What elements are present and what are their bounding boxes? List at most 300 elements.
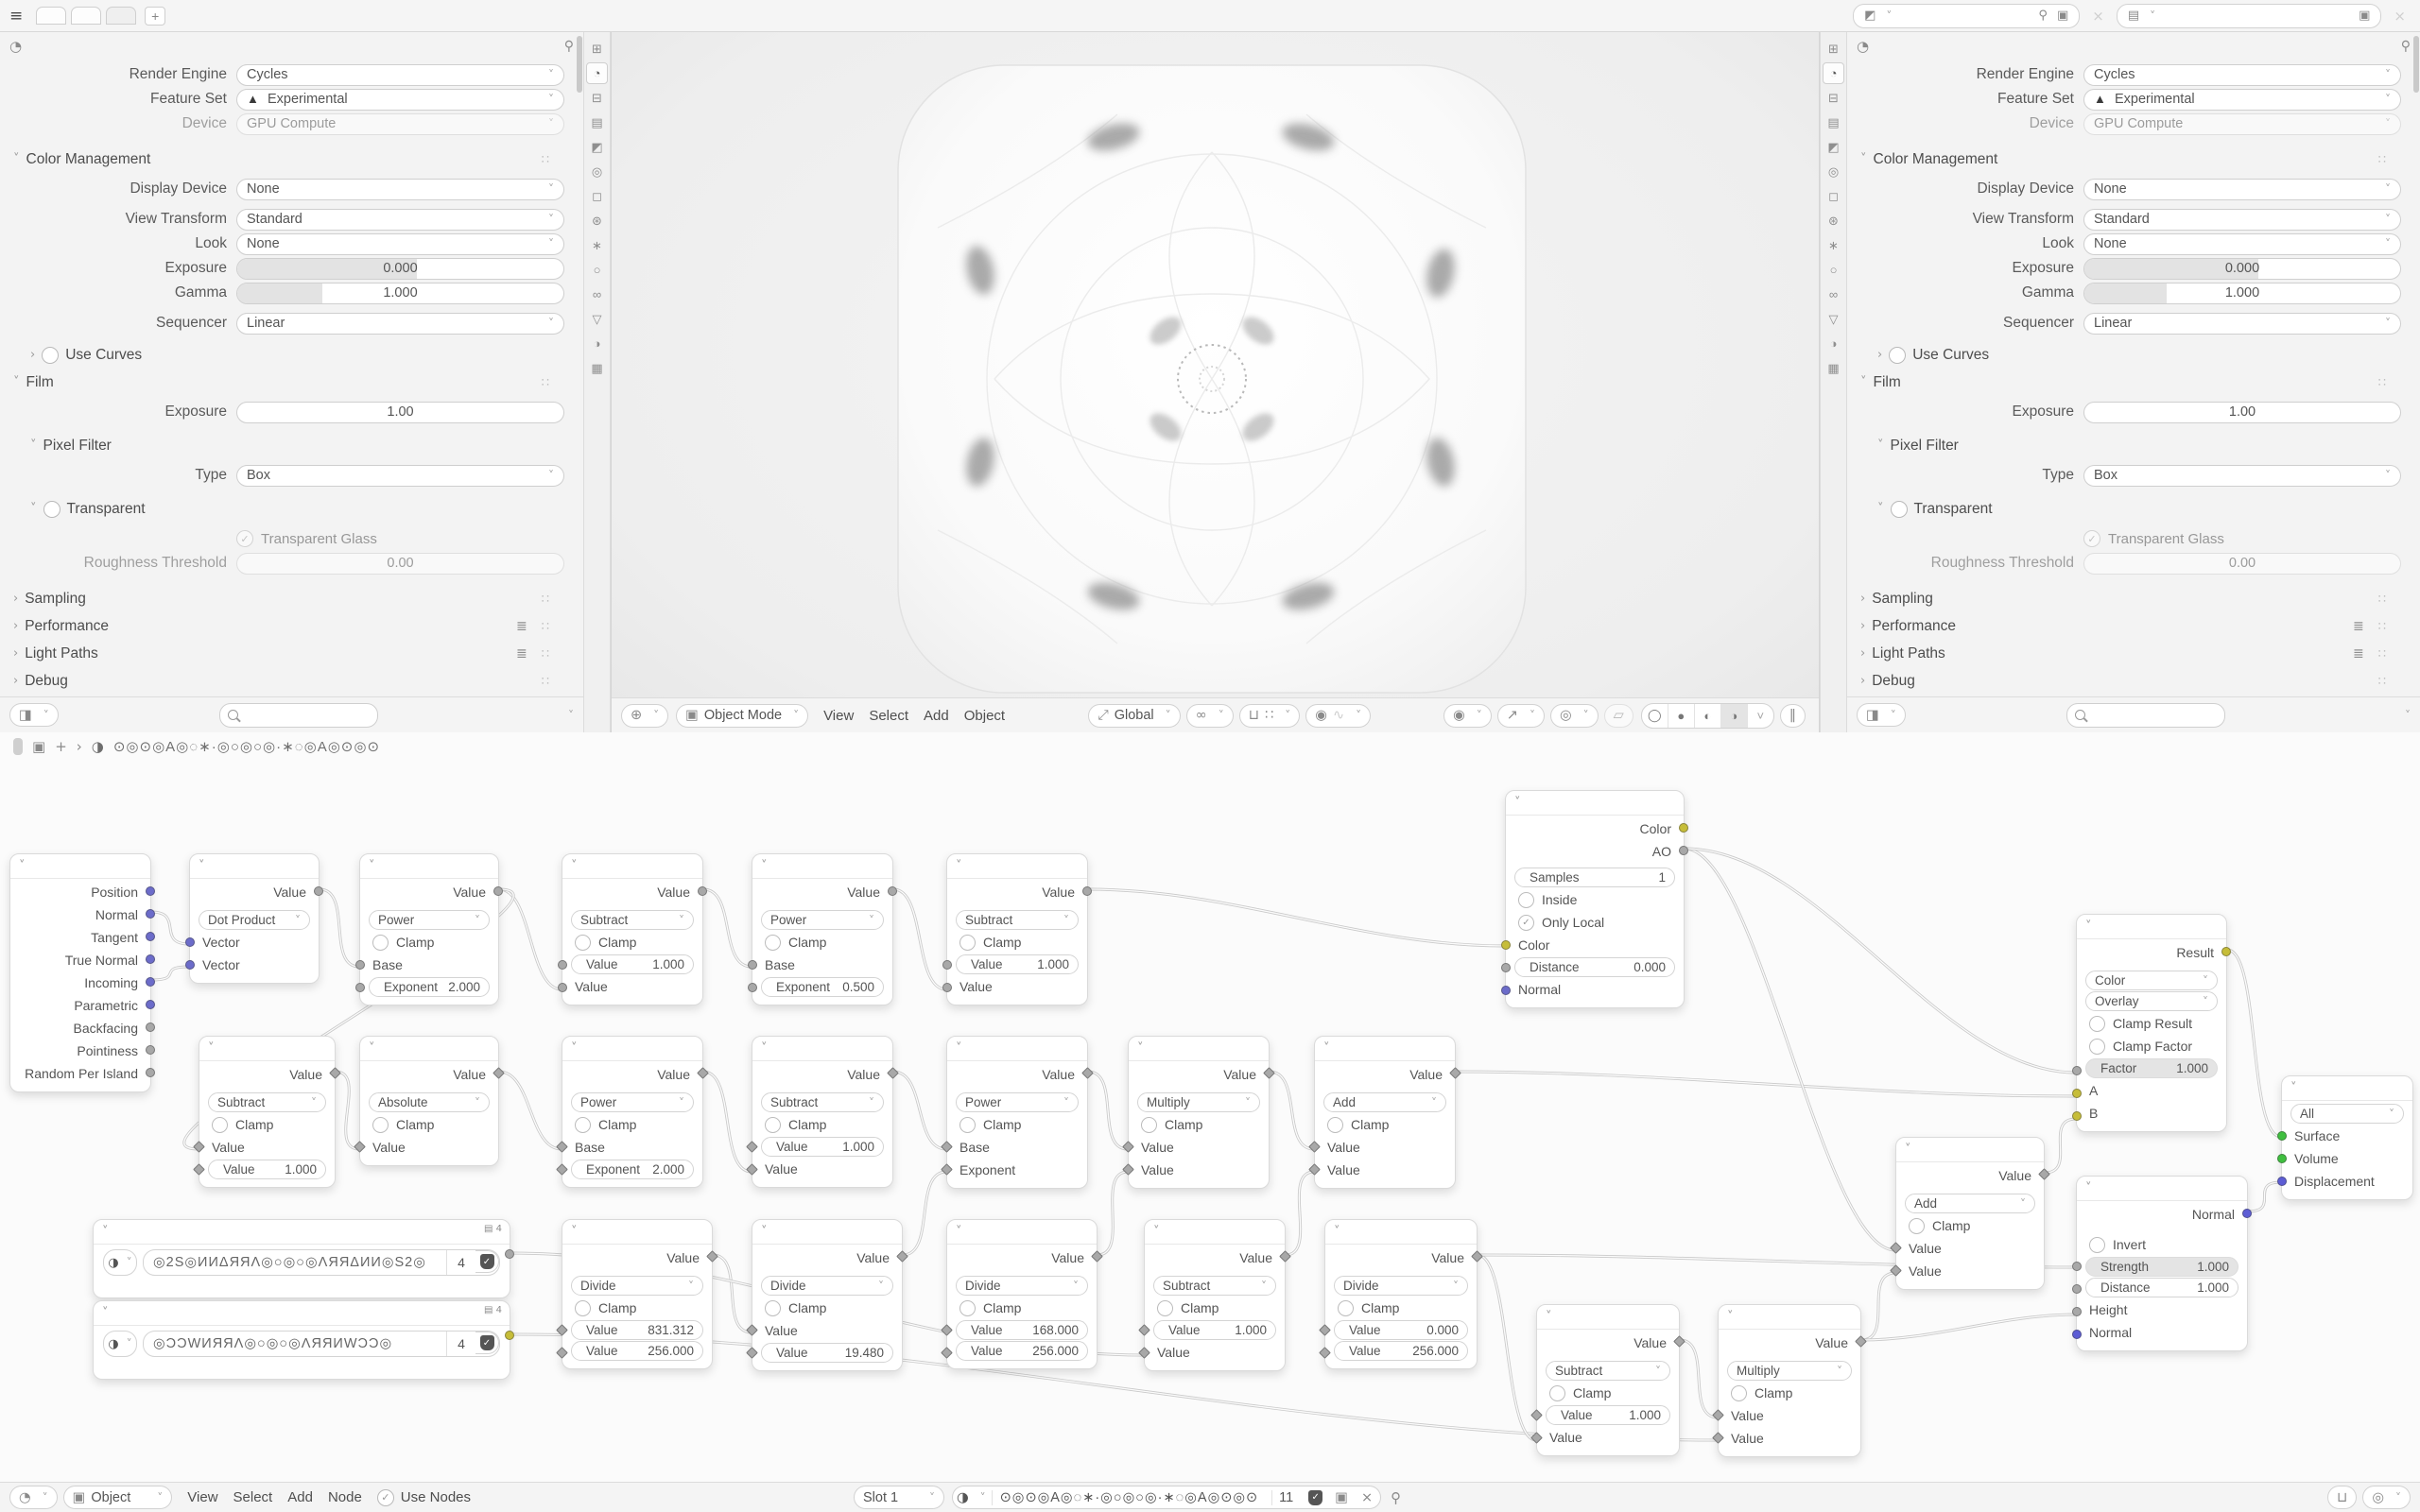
editor-type-button[interactable]: ◔ ˅ <box>9 1486 58 1509</box>
checkbox-row[interactable]: Clamp <box>562 931 702 954</box>
overlap-button[interactable]: ◎ ˅ <box>2362 1486 2411 1509</box>
shading-mode-0[interactable]: ◯ <box>1642 704 1668 728</box>
input-socket[interactable] <box>185 937 195 947</box>
section-light-paths[interactable]: › Light Paths ≣ ∷ <box>13 644 551 662</box>
input-socket[interactable] <box>185 960 195 970</box>
value-field[interactable]: Value 1.000 <box>1546 1405 1670 1425</box>
collapse-icon[interactable]: ˅ <box>956 859 962 873</box>
view-transform-select[interactable]: Standard ˅ <box>2083 209 2401 231</box>
collapse-icon[interactable]: ˅ <box>1137 1041 1144 1056</box>
view-layer-tab[interactable]: ▤ <box>591 114 603 129</box>
output-tab[interactable]: ⊟ <box>592 90 602 105</box>
collapse-icon[interactable]: ˅ <box>102 1306 109 1320</box>
node-math-multiply-1[interactable] <box>1128 1036 1270 1189</box>
section-color-management[interactable]: ˅ Color Management ∷ <box>1860 150 2388 167</box>
copy-icon[interactable]: ▣ <box>1335 1489 1348 1505</box>
subsection-pixel-filter[interactable]: ˅ Pixel Filter <box>30 437 112 454</box>
datablock-name-field[interactable]: ◎2S◎ИИΔЯЯΛ◎○◎○◎ΛЯЯΔИИ◎S2◎ <box>153 1255 426 1270</box>
operation-select[interactable]: Subtract ˅ <box>571 910 694 930</box>
operation-select[interactable]: Overlay ˅ <box>2085 991 2218 1011</box>
checkbox-row[interactable]: Clamp <box>1325 1297 1477 1319</box>
section-debug[interactable]: › Debug ∷ <box>1860 672 2388 689</box>
object-tab[interactable]: ◻ <box>592 188 602 203</box>
editor-type-button[interactable]: ⊕ ˅ <box>621 704 668 728</box>
checkbox-row[interactable]: Clamp <box>562 1297 712 1319</box>
datablock-icon[interactable]: ◑ ˅ <box>103 1249 137 1276</box>
output-socket[interactable] <box>146 932 155 941</box>
filter-toggle-button[interactable]: ◨ ˅ <box>9 703 59 727</box>
transparent-glass-checkbox[interactable]: ✓ <box>236 530 253 547</box>
input-socket[interactable] <box>2072 1307 2082 1316</box>
device-select[interactable]: GPU Compute ˅ <box>236 113 564 135</box>
checkbox-row[interactable]: Clamp <box>1145 1297 1285 1319</box>
checkbox-row[interactable]: Clamp Result <box>2077 1012 2226 1035</box>
operation-select[interactable]: Subtract ˅ <box>1546 1361 1670 1381</box>
datablock-icon[interactable]: ◑ ˅ <box>103 1331 137 1357</box>
pin-icon[interactable]: ⚲ <box>563 39 574 54</box>
input-socket[interactable] <box>558 960 567 970</box>
collapse-icon[interactable]: ˅ <box>571 859 578 873</box>
value-field[interactable]: Distance 0.000 <box>1514 957 1675 977</box>
input-socket[interactable] <box>1501 986 1511 995</box>
preset-list-icon[interactable]: ≣ <box>2352 618 2364 634</box>
tool-tab[interactable]: ⊞ <box>592 41 602 56</box>
operation-select[interactable]: Subtract ˅ <box>208 1092 326 1112</box>
output-socket[interactable] <box>1082 886 1092 896</box>
section-light-paths[interactable]: › Light Paths ≣ ∷ <box>1860 644 2388 662</box>
output-socket[interactable] <box>1679 823 1688 833</box>
gizmo-button[interactable]: ↗ ˅ <box>1497 704 1545 728</box>
value-field[interactable]: Value 19.480 <box>761 1343 893 1363</box>
particles-tab[interactable]: ∗ <box>592 237 602 252</box>
input-socket[interactable] <box>1501 963 1511 972</box>
checkbox-row[interactable]: Invert <box>2077 1233 2247 1256</box>
node-texture-node-1[interactable] <box>93 1219 510 1298</box>
modifiers-tab[interactable]: ⊛ <box>592 213 602 228</box>
node-math-subtract-5[interactable] <box>1144 1219 1286 1371</box>
value-field[interactable]: Distance 1.000 <box>2085 1278 2238 1297</box>
transparent-checkbox[interactable] <box>1891 501 1908 518</box>
operation-select[interactable]: Multiply ˅ <box>1137 1092 1260 1112</box>
node-math-subtract-2[interactable] <box>946 853 1088 1005</box>
pixel-filter-type-select[interactable]: Box ˅ <box>2083 465 2401 487</box>
operation-select[interactable]: Power ˅ <box>761 910 884 930</box>
input-socket[interactable] <box>748 983 757 992</box>
collapse-icon[interactable]: ˅ <box>761 1041 768 1056</box>
operation-select[interactable]: Power ˅ <box>571 1092 694 1112</box>
value-field[interactable]: Factor 1.000 <box>2085 1058 2218 1078</box>
material-tab[interactable]: ◑ <box>593 336 601 351</box>
menu-icon[interactable]: ≡ <box>9 6 24 26</box>
collapse-icon[interactable]: ˅ <box>571 1225 578 1239</box>
checkbox-row[interactable]: Clamp <box>562 1113 702 1136</box>
data-tab[interactable]: ▽ <box>1828 311 1839 326</box>
view-layer-tab[interactable]: ▤ <box>1827 114 1840 129</box>
node-math-add-1[interactable] <box>1314 1036 1456 1189</box>
workspace-tab[interactable] <box>36 7 66 25</box>
exposure-slider[interactable]: 0.000 <box>236 258 564 280</box>
output-socket[interactable] <box>2221 947 2231 956</box>
slot-select[interactable]: Slot 1 ˅ <box>854 1486 944 1509</box>
snap-button[interactable]: ⊔ <box>2327 1486 2357 1509</box>
collapse-icon[interactable]: ˅ <box>1153 1225 1160 1239</box>
filter-options-icon[interactable]: ˅ <box>2405 708 2411 722</box>
checkbox-row[interactable]: Clamp <box>1537 1382 1679 1404</box>
scene-name-field[interactable] <box>1892 5 2033 27</box>
section-color-management[interactable]: ˅ Color Management ∷ <box>13 150 551 167</box>
checkbox-row[interactable]: Clamp <box>1129 1113 1269 1136</box>
value-field[interactable]: Value 1.000 <box>571 954 694 974</box>
node-math-subtract-3[interactable] <box>199 1036 336 1188</box>
checkbox-row[interactable]: Clamp <box>199 1113 335 1136</box>
checkbox-row[interactable]: Clamp <box>752 931 892 954</box>
output-socket[interactable] <box>146 1000 155 1009</box>
input-socket[interactable] <box>2072 1089 2082 1098</box>
operation-select[interactable]: Add ˅ <box>1905 1194 2035 1213</box>
input-socket[interactable] <box>2072 1262 2082 1271</box>
operation-select[interactable]: Absolute ˅ <box>369 1092 490 1112</box>
constraints-tab[interactable]: ∞ <box>1828 287 1839 301</box>
node-math-power-2[interactable] <box>752 853 893 1005</box>
checkbox-row[interactable]: Clamp <box>752 1297 902 1319</box>
menu-object[interactable]: Object <box>963 707 1006 724</box>
value-field[interactable]: Value 256.000 <box>571 1341 703 1361</box>
input-socket[interactable] <box>1501 940 1511 950</box>
value-field[interactable]: Value 256.000 <box>1334 1341 1468 1361</box>
tool-tab[interactable]: ⊞ <box>1828 41 1839 56</box>
input-socket[interactable] <box>942 960 952 970</box>
input-socket[interactable] <box>2072 1111 2082 1121</box>
section-performance[interactable]: › Performance ≣ ∷ <box>1860 617 2388 634</box>
operation-select[interactable]: Color ˅ <box>2085 971 2218 990</box>
node-math-subtract-6[interactable] <box>1536 1304 1680 1456</box>
sequencer-select[interactable]: Linear ˅ <box>236 313 564 335</box>
subsection-use-curves[interactable]: › Use Curves <box>1877 346 1990 363</box>
collapse-icon[interactable]: ˅ <box>208 1041 215 1056</box>
proportional-edit-button[interactable]: ◉ ∿ ˅ <box>1305 704 1371 728</box>
input-socket[interactable] <box>558 983 567 992</box>
menu-add[interactable]: Add <box>924 707 949 724</box>
input-socket[interactable] <box>2072 1284 2082 1294</box>
input-socket[interactable] <box>355 960 365 970</box>
look-select[interactable]: None ˅ <box>2083 233 2401 255</box>
texture-tab[interactable]: ▦ <box>591 360 603 375</box>
scrollbar[interactable] <box>2413 36 2419 93</box>
subsection-transparent[interactable]: ˅ Transparent <box>30 500 146 517</box>
use-curves-checkbox[interactable] <box>42 347 59 364</box>
collapse-icon[interactable]: ˅ <box>1905 1143 1911 1157</box>
preset-list-icon[interactable]: ≣ <box>515 645 527 662</box>
search-input[interactable] <box>2066 703 2225 728</box>
value-field[interactable]: Value 256.000 <box>956 1341 1088 1361</box>
output-socket[interactable] <box>888 886 897 896</box>
collapse-icon[interactable]: ˅ <box>1334 1225 1340 1239</box>
use-curves-checkbox[interactable] <box>1889 347 1906 364</box>
constraints-tab[interactable]: ∞ <box>592 287 602 301</box>
node-math-divide-1[interactable] <box>562 1219 713 1369</box>
operation-select[interactable]: Subtract ˅ <box>1153 1276 1276 1296</box>
unlink-icon[interactable]: × <box>1360 1489 1374 1505</box>
scene-tab[interactable]: ◩ <box>591 139 603 154</box>
node-math-power-3[interactable] <box>562 1036 703 1188</box>
checkbox-row[interactable]: Clamp <box>752 1113 892 1136</box>
value-field[interactable]: Exponent 0.500 <box>761 977 884 997</box>
section-film[interactable]: ˅ Film ∷ <box>13 373 551 390</box>
subsection-transparent[interactable]: ˅ Transparent <box>1877 500 1993 517</box>
gamma-slider[interactable]: 1.000 <box>2083 283 2401 304</box>
node-math-subtract-4[interactable] <box>752 1036 893 1188</box>
menu-add[interactable]: Add <box>287 1489 313 1505</box>
operation-select[interactable]: Power ˅ <box>369 910 490 930</box>
node-material-output[interactable] <box>2281 1075 2413 1200</box>
search-input[interactable] <box>219 703 378 728</box>
render-engine-select[interactable]: Cycles ˅ <box>2083 64 2401 86</box>
device-select[interactable]: GPU Compute ˅ <box>2083 113 2401 135</box>
value-field[interactable]: Strength 1.000 <box>2085 1257 2238 1277</box>
output-socket[interactable] <box>146 1045 155 1055</box>
checkbox-row[interactable]: Clamp Factor <box>2077 1035 2226 1057</box>
gamma-slider[interactable]: 1.000 <box>236 283 564 304</box>
snap-target-button[interactable]: ∞ ˅ <box>1186 704 1234 728</box>
section-performance[interactable]: › Performance ≣ ∷ <box>13 617 551 634</box>
scrollbar[interactable] <box>13 738 23 755</box>
checkbox-row[interactable]: Clamp <box>1719 1382 1860 1404</box>
output-socket[interactable] <box>146 1068 155 1077</box>
value-field[interactable]: Value 168.000 <box>956 1320 1088 1340</box>
editor-type-icon[interactable]: ◔ <box>1857 38 1870 55</box>
filter-toggle-button[interactable]: ◨ ˅ <box>1857 703 1906 727</box>
value-field[interactable]: Value 0.000 <box>1334 1320 1468 1340</box>
material-datablock[interactable]: ◑ ˅ ⊙◎⊙◎A◎◌∗·◎○◎○◎·∗◌◎A◎⊙◎⊙ 11 ✓ ▣ × <box>952 1486 1381 1509</box>
value-field[interactable]: Exponent 2.000 <box>571 1160 694 1179</box>
particles-tab[interactable]: ∗ <box>1828 237 1839 252</box>
sequencer-select[interactable]: Linear ˅ <box>2083 313 2401 335</box>
value-field[interactable]: Value 1.000 <box>956 954 1079 974</box>
pixel-filter-type-select[interactable]: Box ˅ <box>236 465 564 487</box>
roughness-threshold-slider[interactable]: 0.00 <box>2083 553 2401 575</box>
physics-tab[interactable]: ○ <box>1829 263 1838 277</box>
node-canvas[interactable] <box>0 732 2420 1482</box>
collapse-icon[interactable]: ˅ <box>2085 1181 2092 1195</box>
node-math-absolute[interactable] <box>359 1036 499 1166</box>
modifiers-tab[interactable]: ⊛ <box>1828 213 1839 228</box>
node-math-divide-3[interactable] <box>946 1219 1098 1369</box>
node-math-divide-2[interactable] <box>752 1219 903 1371</box>
operation-select[interactable]: Add ˅ <box>1323 1092 1446 1112</box>
input-socket[interactable] <box>2072 1330 2082 1339</box>
value-field[interactable]: Value 1.000 <box>1153 1320 1276 1340</box>
checkbox-row[interactable]: Clamp <box>947 931 1087 954</box>
view-layer-field[interactable] <box>2155 5 2354 27</box>
menu-view[interactable]: View <box>823 707 855 724</box>
collapse-icon[interactable]: ˅ <box>956 1225 962 1239</box>
node-mix-color[interactable] <box>2076 914 2227 1132</box>
visibility-button[interactable]: ◉ ˅ <box>1443 704 1492 728</box>
orientation-select[interactable]: ⤢ Global ˅ <box>1088 704 1181 728</box>
feature-set-select[interactable]: ▲ Experimental ˅ <box>236 89 564 111</box>
pin-icon[interactable]: ⚲ <box>2038 9 2048 23</box>
output-socket[interactable] <box>314 886 323 896</box>
preset-list-icon[interactable]: ≣ <box>2352 645 2364 662</box>
material-tab[interactable]: ◑ <box>1829 336 1838 351</box>
shading-options-icon[interactable]: ˅ <box>1756 708 1765 723</box>
input-socket[interactable] <box>2072 1066 2082 1075</box>
shading-mode-2[interactable]: ◐ <box>1695 704 1721 728</box>
menu-node[interactable]: Node <box>327 1489 362 1505</box>
input-socket[interactable] <box>355 983 365 992</box>
shading-mode-1[interactable]: ● <box>1668 704 1695 728</box>
data-tab[interactable]: ▽ <box>592 311 602 326</box>
collapse-icon[interactable]: ˅ <box>1323 1041 1330 1056</box>
value-field[interactable]: Samples 1 <box>1514 868 1675 887</box>
pause-render-button[interactable]: ‖ <box>1780 704 1806 728</box>
fake-user-shield-icon[interactable]: ✓ <box>475 1332 499 1354</box>
user-count[interactable]: 4 <box>446 1250 475 1275</box>
operation-select[interactable]: Dot Product ˅ <box>199 910 310 930</box>
subsection-use-curves[interactable]: › Use Curves <box>30 346 143 363</box>
scene-tab[interactable]: ◩ <box>1827 139 1840 154</box>
shading-mode-3[interactable]: ◑ <box>1721 704 1748 728</box>
node-math-add-2[interactable] <box>1895 1137 2045 1290</box>
collapse-icon[interactable]: ˅ <box>2085 919 2092 934</box>
workspace-tab[interactable] <box>71 7 101 25</box>
node-texture-node-2[interactable] <box>93 1300 510 1380</box>
node-math-power-1[interactable] <box>359 853 499 1005</box>
preset-list-icon[interactable]: ≣ <box>515 618 527 634</box>
pin-icon[interactable]: ⚲ <box>1391 1488 1402 1506</box>
world-tab[interactable]: ◎ <box>1827 163 1840 179</box>
display-device-select[interactable]: None ˅ <box>2083 179 2401 200</box>
transparent-checkbox[interactable] <box>43 501 60 518</box>
material-name-field[interactable]: ⊙◎⊙◎A◎◌∗·◎○◎○◎·∗◌◎A◎⊙◎⊙ <box>992 1490 1267 1505</box>
xray-button[interactable]: ▱ <box>1604 704 1634 728</box>
film-exposure-slider[interactable]: 1.00 <box>2083 402 2401 423</box>
physics-tab[interactable]: ○ <box>593 263 601 277</box>
section-sampling[interactable]: › Sampling ∷ <box>13 590 551 607</box>
operation-select[interactable]: Divide ˅ <box>1334 1276 1468 1296</box>
output-socket[interactable] <box>146 886 155 896</box>
checkbox-row[interactable]: Clamp <box>1315 1113 1455 1136</box>
node-math-power-4[interactable] <box>946 1036 1088 1189</box>
collapse-icon[interactable]: ˅ <box>956 1041 962 1056</box>
input-socket[interactable] <box>942 983 952 992</box>
checkbox-row[interactable]: Clamp <box>947 1113 1087 1136</box>
node-math-divide-4[interactable] <box>1324 1219 1478 1369</box>
operation-select[interactable]: Divide ˅ <box>761 1276 893 1296</box>
view-transform-select[interactable]: Standard ˅ <box>236 209 564 231</box>
collapse-icon[interactable]: ˅ <box>1546 1310 1552 1324</box>
output-socket[interactable] <box>505 1249 514 1259</box>
filter-options-icon[interactable]: ˅ <box>568 708 574 722</box>
fake-user-shield-icon[interactable]: ✓ <box>1308 1490 1322 1505</box>
add-workspace-button[interactable]: + <box>145 7 165 26</box>
section-debug[interactable]: › Debug ∷ <box>13 672 551 689</box>
view-layer-selector[interactable] <box>2117 4 2382 28</box>
node-ambient-occlusion[interactable] <box>1505 790 1685 1008</box>
collapse-icon[interactable]: ˅ <box>369 1041 375 1056</box>
use-nodes-toggle[interactable]: ✓ Use Nodes <box>377 1489 471 1506</box>
display-device-select[interactable]: None ˅ <box>236 179 564 200</box>
value-field[interactable]: Value 1.000 <box>761 1137 884 1157</box>
object-tab[interactable]: ◻ <box>1828 188 1839 203</box>
scrollbar[interactable] <box>577 36 582 93</box>
collapse-icon[interactable]: ˅ <box>571 1041 578 1056</box>
output-socket[interactable] <box>1679 846 1688 855</box>
output-socket[interactable] <box>493 886 503 896</box>
output-socket[interactable] <box>146 1022 155 1032</box>
copy-icon[interactable]: ▣ <box>2056 9 2069 23</box>
menu-view[interactable]: View <box>187 1489 218 1505</box>
collapse-icon[interactable]: ˅ <box>2290 1081 2297 1095</box>
film-exposure-slider[interactable]: 1.00 <box>236 402 564 423</box>
operation-select[interactable]: Subtract ˅ <box>956 910 1079 930</box>
transparent-glass-checkbox[interactable]: ✓ <box>2083 530 2100 547</box>
feature-set-select[interactable]: ▲ Experimental ˅ <box>2083 89 2401 111</box>
collapse-icon[interactable]: ˅ <box>19 859 26 873</box>
checkbox-row[interactable]: Clamp <box>360 1113 498 1136</box>
node-vector-math-dot[interactable] <box>189 853 320 984</box>
copy-icon[interactable]: ▣ <box>2359 9 2371 23</box>
operation-select[interactable]: Subtract ˅ <box>761 1092 884 1112</box>
render-tab[interactable]: ◔ <box>586 62 608 84</box>
checkbox-row[interactable]: Clamp <box>1896 1214 2044 1237</box>
look-select[interactable]: None ˅ <box>236 233 564 255</box>
input-socket[interactable] <box>2277 1154 2287 1163</box>
node-geometry[interactable] <box>9 853 151 1092</box>
value-field[interactable]: Value 1.000 <box>208 1160 326 1179</box>
checkbox-row[interactable]: Clamp <box>360 931 498 954</box>
fake-user-shield-icon[interactable]: ✓ <box>475 1250 499 1273</box>
texture-tab[interactable]: ▦ <box>1827 360 1840 375</box>
move-tool-icon[interactable]: + <box>55 738 67 755</box>
checkbox-row[interactable]: Clamp <box>947 1297 1097 1319</box>
menu-select[interactable]: Select <box>233 1489 273 1505</box>
output-socket[interactable] <box>698 886 707 896</box>
scene-selector[interactable] <box>1853 4 2080 28</box>
operation-select[interactable]: Power ˅ <box>956 1092 1079 1112</box>
input-socket[interactable] <box>2277 1131 2287 1141</box>
node-math-subtract-1[interactable] <box>562 853 703 1005</box>
viewport-3d[interactable] <box>611 32 1820 732</box>
output-socket[interactable] <box>146 977 155 987</box>
output-tab[interactable]: ⊟ <box>1828 90 1839 105</box>
output-socket[interactable] <box>2242 1209 2252 1218</box>
workspace-tab-active[interactable] <box>106 7 136 25</box>
output-socket[interactable] <box>146 909 155 919</box>
value-field[interactable]: Exponent 2.000 <box>369 977 490 997</box>
world-tab[interactable]: ◎ <box>591 163 603 179</box>
mode-select[interactable]: ▣ Object Mode ˅ <box>676 704 808 728</box>
operation-select[interactable]: Divide ˅ <box>571 1276 703 1296</box>
operation-select[interactable]: All ˅ <box>2290 1104 2404 1124</box>
operation-select[interactable]: Divide ˅ <box>956 1276 1088 1296</box>
snap-magnet-button[interactable]: ⊔ ∷ ˅ <box>1239 704 1301 728</box>
collapse-icon[interactable]: ˅ <box>1727 1310 1734 1324</box>
output-socket[interactable] <box>505 1331 514 1340</box>
section-sampling[interactable]: › Sampling ∷ <box>1860 590 2388 607</box>
checkbox-row[interactable]: ✓ Only Local <box>1506 911 1684 934</box>
checkbox-row[interactable]: Inside <box>1506 888 1684 911</box>
node-bump[interactable] <box>2076 1176 2248 1351</box>
collapse-icon[interactable]: ˅ <box>761 859 768 873</box>
collapse-icon[interactable]: ˅ <box>102 1225 109 1239</box>
value-field[interactable]: Value 831.312 <box>571 1320 703 1340</box>
pin-icon[interactable]: ⚲ <box>2400 39 2411 54</box>
overlays-button[interactable]: ◎ ˅ <box>1550 704 1599 728</box>
collapse-icon[interactable]: ˅ <box>369 859 375 873</box>
input-socket[interactable] <box>748 960 757 970</box>
exposure-slider[interactable]: 0.000 <box>2083 258 2401 280</box>
